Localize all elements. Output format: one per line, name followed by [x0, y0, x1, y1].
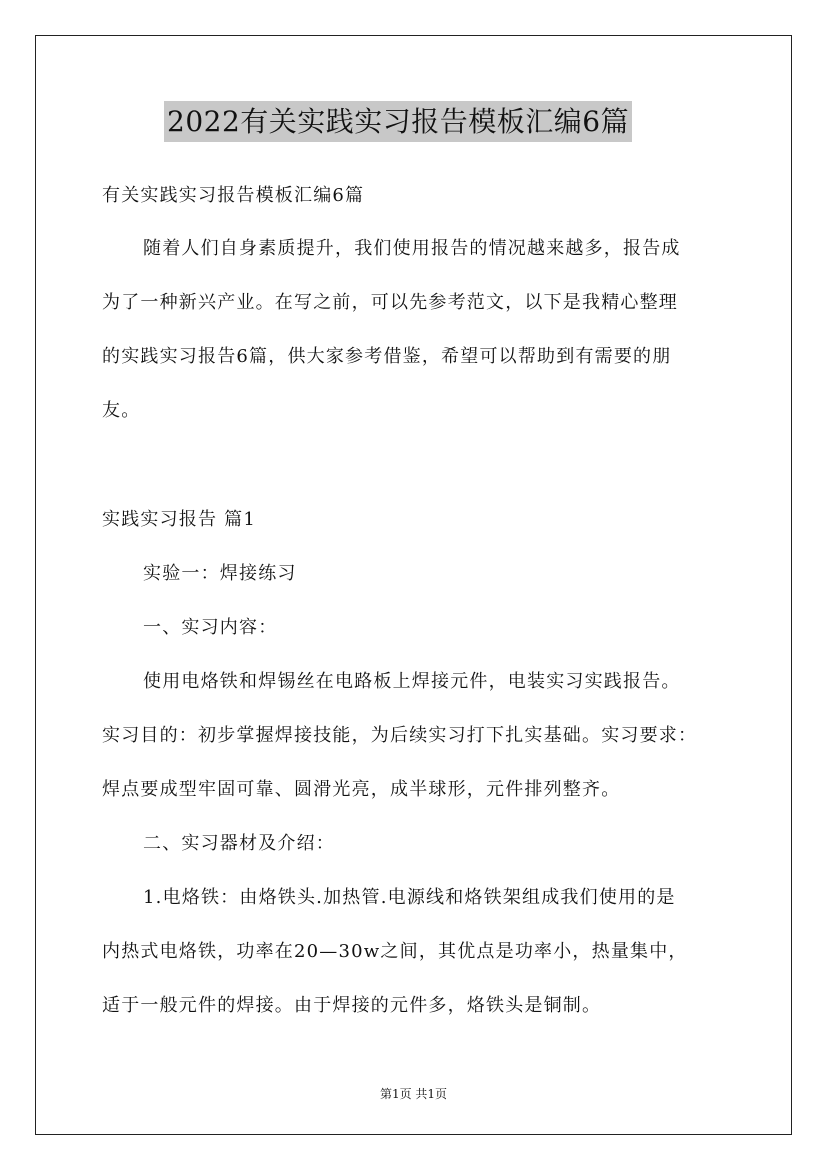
equipment-heading: 二、实习器材及介绍： [143, 833, 335, 854]
content-line: 实习目的：初步掌握焊接技能，为后续实习打下扎实基础。实习要求： [102, 725, 698, 746]
document-subtitle: 有关实践实习报告模板汇编6篇 [102, 185, 365, 206]
intro-line: 为了一种新兴产业。在写之前，可以先参考范文，以下是我精心整理 [102, 292, 678, 313]
page-footer: 第1页 共1页 [379, 1087, 448, 1101]
intro-line: 友。 [102, 400, 141, 421]
equipment-line: 1.电烙铁：由烙铁头.加热管.电源线和烙铁架组成我们使用的是 [143, 887, 676, 908]
equipment-line: 适于一般元件的焊接。由于焊接的元件多，烙铁头是铜制。 [102, 995, 602, 1016]
document-title: 2022有关实践实习报告模板汇编6篇 [164, 101, 632, 142]
experiment-title: 实验一：焊接练习 [143, 563, 297, 584]
content-line: 焊点要成型牢固可靠、圆滑光亮，成半球形，元件排列整齐。 [102, 779, 621, 800]
intro-line: 随着人们自身素质提升，我们使用报告的情况越来越多，报告成 [143, 238, 681, 259]
section-heading: 实践实习报告 篇1 [102, 509, 256, 530]
content-heading: 一、实习内容： [143, 617, 278, 638]
intro-line: 的实践实习报告6篇，供大家参考借鉴，希望可以帮助到有需要的朋 [102, 346, 672, 367]
content-line: 使用电烙铁和焊锡丝在电路板上焊接元件，电装实习实践报告。 [143, 671, 681, 692]
equipment-line: 内热式电烙铁，功率在20—30w之间，其优点是功率小，热量集中， [102, 941, 688, 962]
